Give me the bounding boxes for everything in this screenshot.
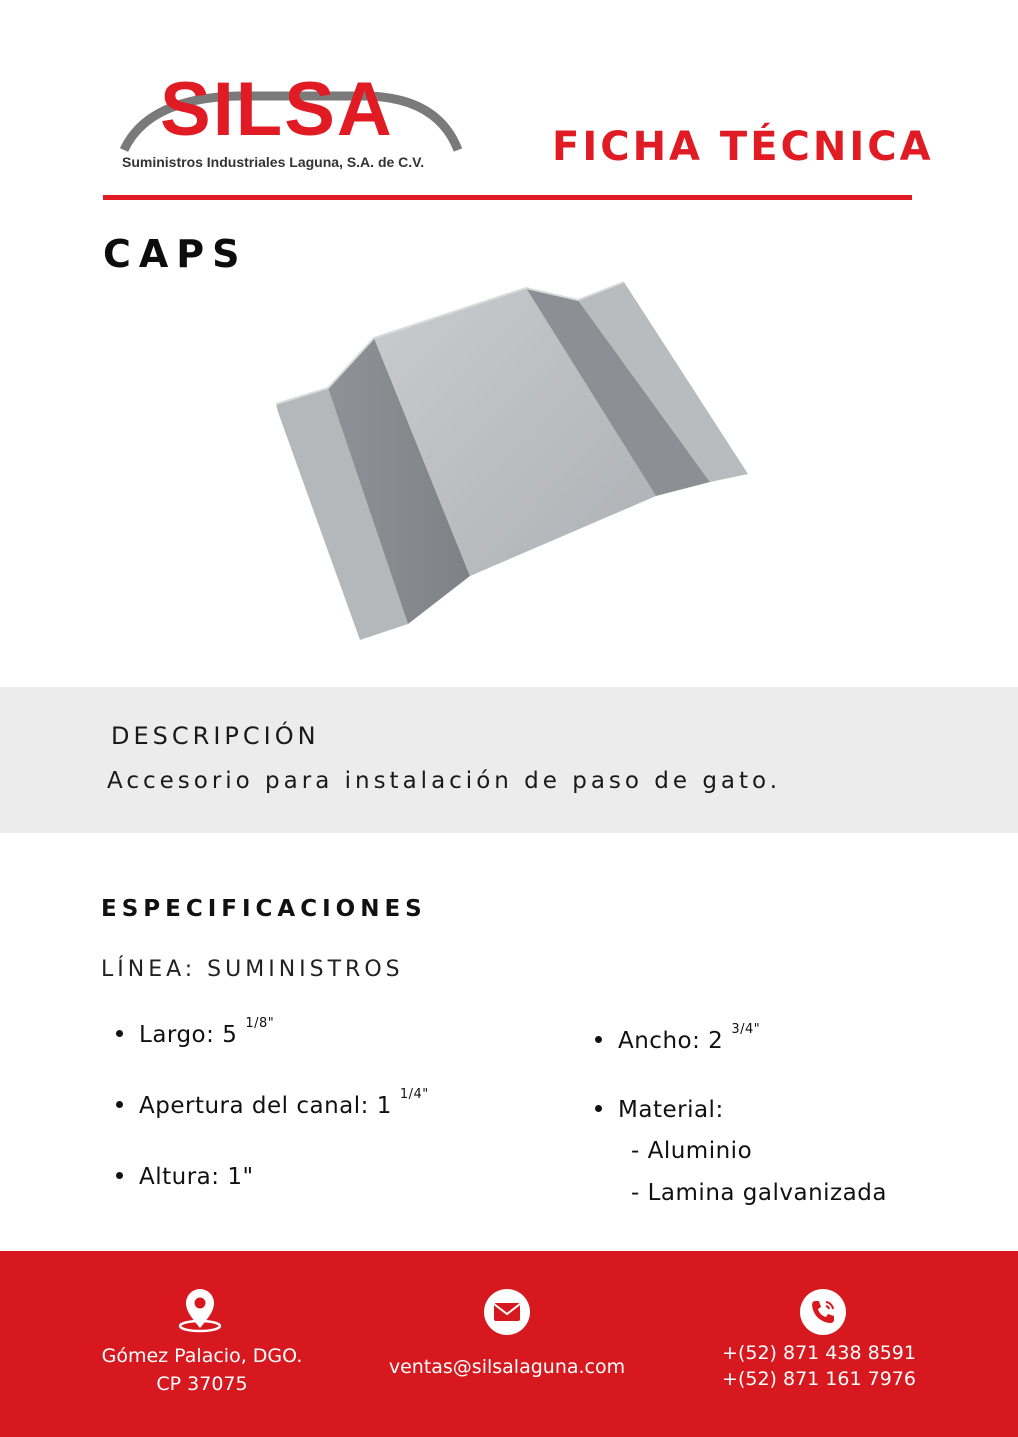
spec-fraction: 3/4" xyxy=(731,1022,761,1037)
spec-label: Apertura del canal: 1 xyxy=(139,1093,392,1119)
spec-item-material xyxy=(595,1097,724,1123)
company-logo xyxy=(118,67,468,180)
material-option: - Aluminio xyxy=(631,1138,753,1164)
spec-label: Ancho: 2 xyxy=(618,1028,724,1054)
brand-name: SILSA xyxy=(160,67,394,152)
spec-item-apertura xyxy=(116,1087,429,1119)
bullet-icon xyxy=(595,1105,602,1112)
header-divider xyxy=(103,195,912,200)
description-section xyxy=(0,687,1018,833)
bullet-icon xyxy=(116,1030,123,1037)
spec-item-ancho xyxy=(595,1022,761,1054)
phone-number[interactable]: +(52) 871 161 7976 xyxy=(722,1368,916,1390)
location-pin-icon xyxy=(176,1286,224,1334)
specifications-heading: ESPECIFICACIONES xyxy=(101,896,427,922)
phone-number[interactable]: +(52) 871 438 8591 xyxy=(722,1342,916,1364)
bullet-icon xyxy=(116,1101,123,1108)
spec-item-largo xyxy=(116,1016,275,1048)
phone-icon xyxy=(799,1288,847,1336)
product-name: CAPS xyxy=(103,232,248,276)
description-heading: DESCRIPCIÓN xyxy=(111,722,320,750)
brand-subtitle: Suministros Industriales Laguna, S.A. de C.V. xyxy=(122,154,425,170)
spec-item-altura xyxy=(116,1164,254,1190)
spec-fraction: 1/4" xyxy=(399,1087,429,1102)
spec-fraction: 1/8" xyxy=(245,1016,275,1031)
contact-email[interactable]: ventas@silsalaguna.com xyxy=(388,1356,626,1378)
product-image xyxy=(270,276,752,644)
bullet-icon xyxy=(116,1172,123,1179)
spec-label: Altura: 1" xyxy=(139,1164,254,1190)
company-address xyxy=(82,1342,322,1398)
mail-icon xyxy=(483,1288,531,1336)
spec-label: Largo: 5 xyxy=(139,1022,238,1048)
contact-phones xyxy=(699,1340,939,1392)
spec-label: Material: xyxy=(618,1097,724,1123)
product-line: LÍNEA: SUMINISTROS xyxy=(101,957,404,982)
description-text: Accesorio para instalación de paso de gato. xyxy=(107,768,782,794)
bullet-icon xyxy=(595,1036,602,1043)
document-title: FICHA TÉCNICA xyxy=(552,124,934,170)
postal-code: CP 37075 xyxy=(156,1373,248,1395)
material-option: - Lamina galvanizada xyxy=(631,1180,887,1206)
address-line: Gómez Palacio, DGO. xyxy=(101,1345,303,1367)
